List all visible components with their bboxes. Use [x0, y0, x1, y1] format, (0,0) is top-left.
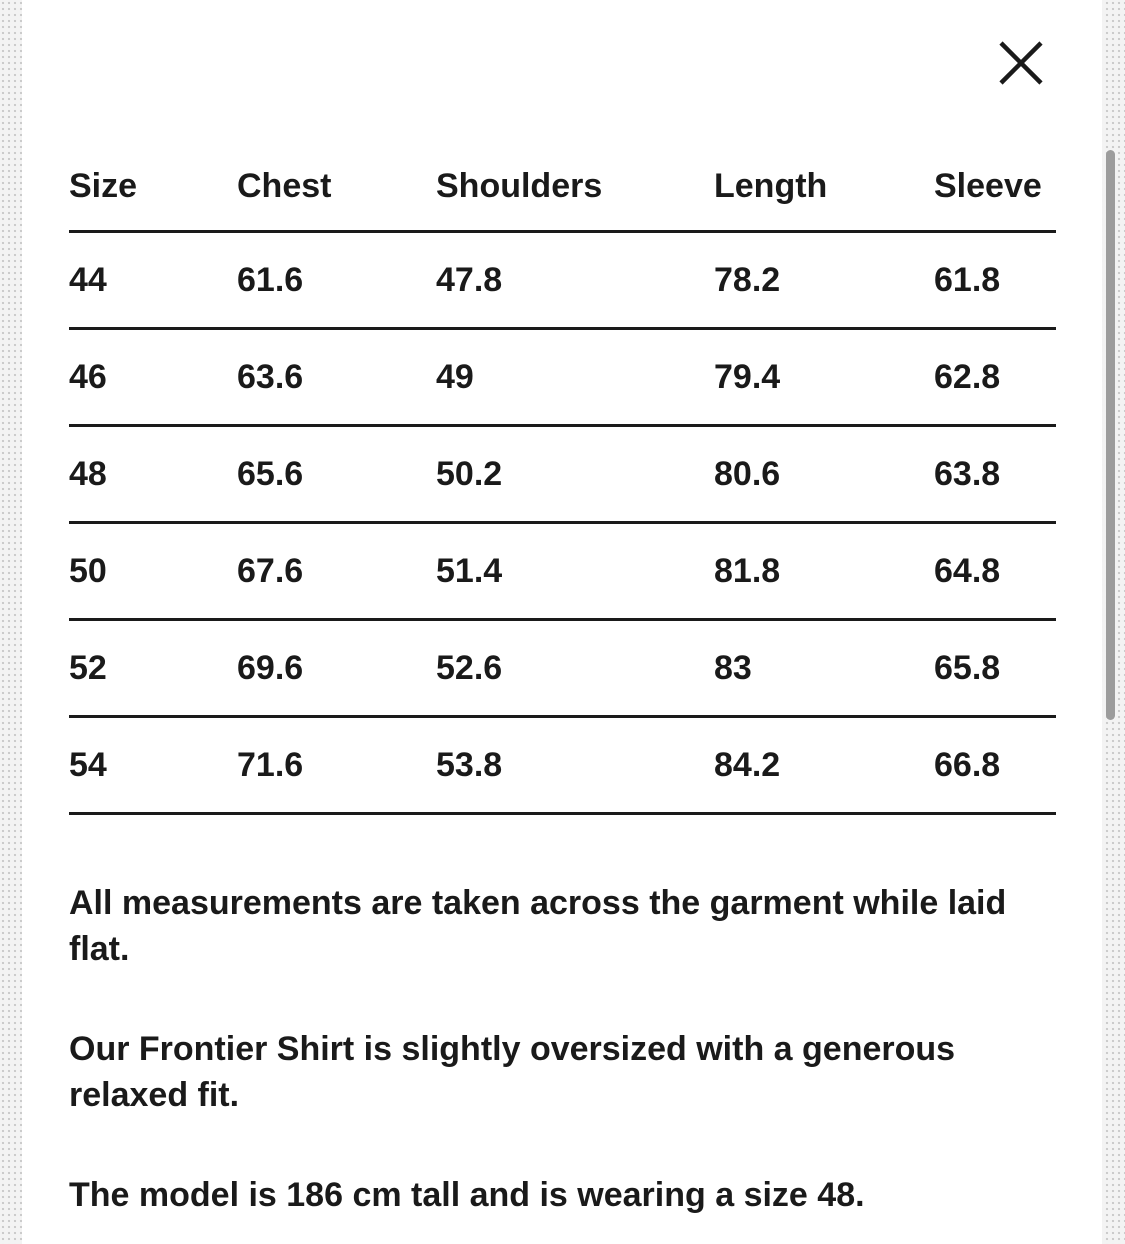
cell-shoulders: 50.2 — [436, 455, 503, 493]
cell-chest: 71.6 — [237, 746, 304, 784]
cell-chest: 61.6 — [237, 261, 304, 299]
cell-shoulders: 47.8 — [436, 261, 503, 299]
cell-length: 78.2 — [714, 261, 781, 299]
cell-length: 79.4 — [714, 358, 781, 396]
table-row — [69, 524, 1056, 621]
table-row — [69, 233, 1056, 330]
size-guide-modal — [22, 0, 1102, 1244]
header-length: Length — [714, 167, 828, 205]
close-icon — [998, 40, 1044, 86]
measurement-note: All measurements are taken across the garment while laid flat. — [69, 884, 1007, 968]
cell-chest: 65.6 — [237, 455, 304, 493]
close-button[interactable] — [998, 40, 1044, 86]
cell-chest: 63.6 — [237, 358, 304, 396]
cell-sleeve: 62.8 — [934, 358, 1001, 396]
cell-length: 84.2 — [714, 746, 781, 784]
cell-shoulders: 52.6 — [436, 649, 503, 687]
size-notes — [69, 880, 1029, 1218]
cell-size: 54 — [69, 746, 107, 784]
table-row — [69, 718, 1056, 815]
cell-sleeve: 65.8 — [934, 649, 1001, 687]
cell-sleeve: 61.8 — [934, 261, 1001, 299]
header-shoulders: Shoulders — [436, 167, 603, 205]
model-note: The model is 186 cm tall and is wearing a size 48. — [69, 1176, 865, 1214]
table-row — [69, 330, 1056, 427]
fit-note: Our Frontier Shirt is slightly oversized with a generous relaxed fit. — [69, 1030, 956, 1114]
table-header — [69, 136, 1056, 233]
cell-chest: 67.6 — [237, 552, 304, 590]
cell-shoulders: 53.8 — [436, 746, 503, 784]
cell-length: 80.6 — [714, 455, 781, 493]
cell-sleeve: 64.8 — [934, 552, 1001, 590]
size-table — [69, 136, 1056, 815]
cell-shoulders: 51.4 — [436, 552, 503, 590]
cell-length: 81.8 — [714, 552, 781, 590]
header-chest: Chest — [237, 167, 332, 205]
cell-size: 50 — [69, 552, 107, 590]
cell-size: 52 — [69, 649, 107, 687]
cell-size: 48 — [69, 455, 107, 493]
scrollbar-thumb[interactable] — [1106, 150, 1115, 720]
header-sleeve: Sleeve — [934, 167, 1042, 205]
cell-sleeve: 63.8 — [934, 455, 1001, 493]
cell-length: 83 — [714, 649, 752, 687]
header-size: Size — [69, 167, 138, 205]
table-row — [69, 621, 1056, 718]
cell-size: 46 — [69, 358, 107, 396]
cell-size: 44 — [69, 261, 107, 299]
table-row — [69, 427, 1056, 524]
cell-shoulders: 49 — [436, 358, 474, 396]
cell-chest: 69.6 — [237, 649, 304, 687]
cell-sleeve: 66.8 — [934, 746, 1001, 784]
